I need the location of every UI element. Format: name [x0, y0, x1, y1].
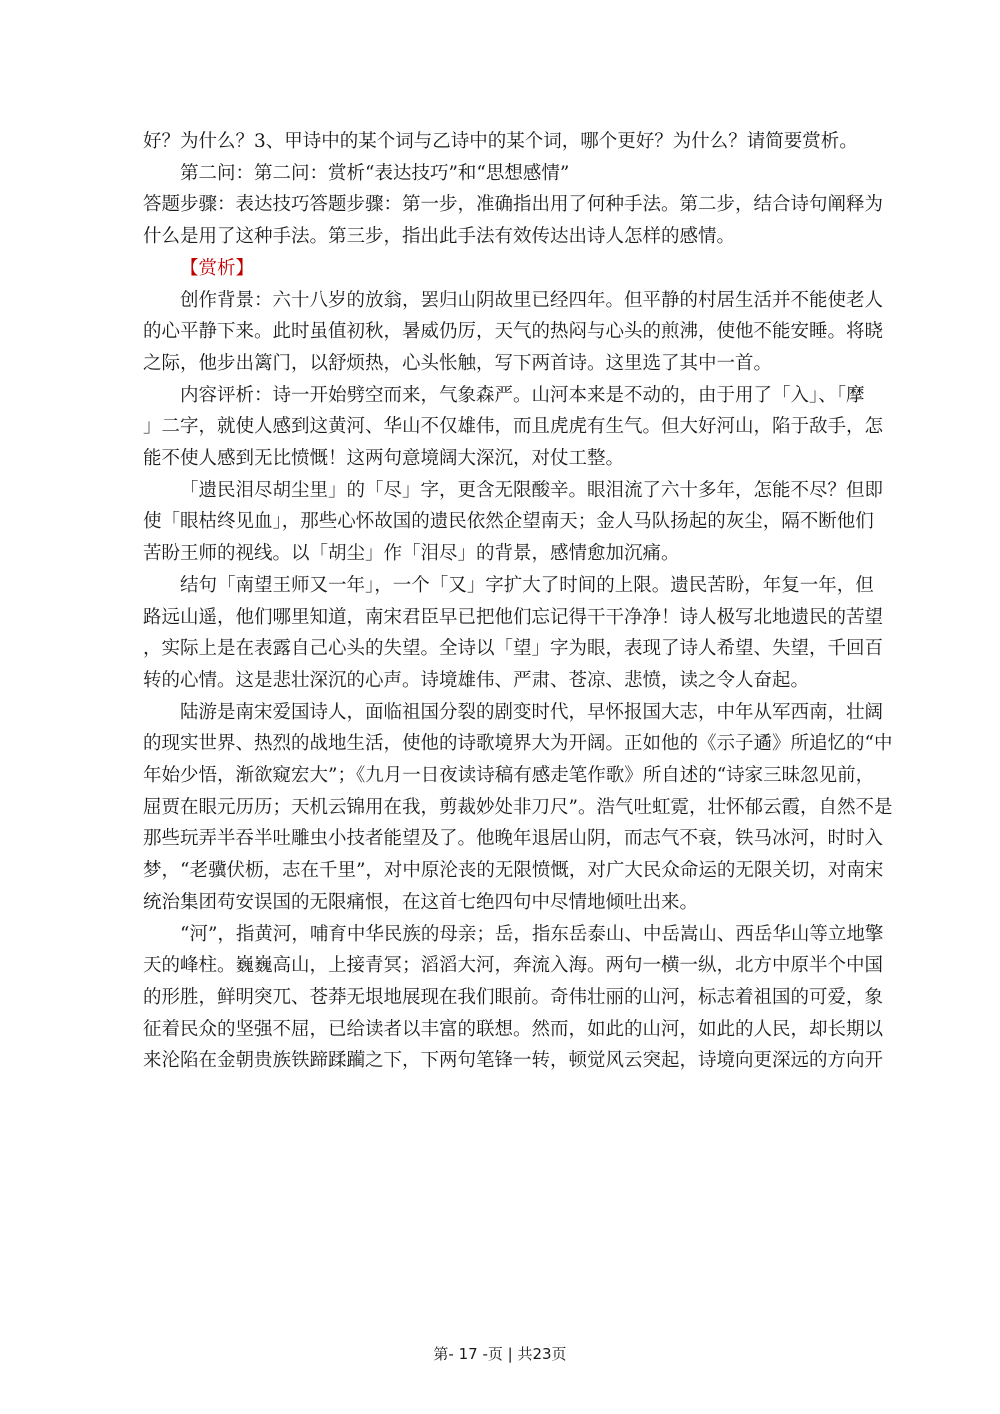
section-heading: 【赏析】 — [180, 257, 255, 279]
text-line: 转的心情。这是悲壮深沉的心声。诗境雄伟、严肃、苍凉、悲愤，读之令人奋起。 — [143, 669, 810, 691]
text-line: 的形胜，鲜明突兀、苍莽无垠地展现在我们眼前。奇伟壮丽的山河，标志着祖国的可爱，象 — [143, 986, 884, 1008]
text-line: 能不使人感到无比愤慨！这两句意境阔大深沉，对仗工整。 — [143, 448, 625, 470]
text-line: 陆游是南宋爱国诗人，面临祖国分裂的剧变时代，早怀报国大志，中年从军西南，壮阔 — [180, 701, 884, 723]
text-line: 创作背景：六十八岁的放翁，罢归山阴故里已经四年。但平静的村居生活并不能使老人 — [180, 289, 884, 311]
text-line: 路远山遥，他们哪里知道，南宋君臣早已把他们忘记得干干净净！诗人极写北地遗民的苦望 — [143, 606, 884, 628]
text-line: 使「眼枯终见血」，那些心怀故国的遗民依然企望南天；金人马队扬起的灰尘，隔不断他们 — [143, 511, 874, 533]
text-line: 之际，他步出篱门，以舒烦热，心头怅触，写下两首诗。这里选了其中一首。 — [143, 352, 773, 374]
text-line: 统治集团苟安误国的无限痛恨，在这首七绝四句中尽情地倾吐出来。 — [143, 891, 699, 913]
text-line: ，实际上是在表露自己心头的失望。全诗以「望」字为眼，表现了诗人希望、失望，千回百 — [143, 638, 884, 660]
text-line: 苦盼王师的视线。以「胡尘」作「泪尽」的背景，感情愈加沉痛。 — [143, 543, 680, 565]
text-line: 结句「南望王师又一年」，一个「又」字扩大了时间的上限。遗民苦盼，年复一年，但 — [180, 574, 874, 596]
text-line: 征着民众的坚强不屈，已给读者以丰富的联想。然而，如此的山河，如此的人民，却长期以 — [143, 1018, 884, 1040]
text-line: 「遗民泪尽胡尘里」的「尽」字，更含无限酸辛。眼泪流了六十多年，怎能不尽？但即 — [180, 479, 884, 501]
text-line: 屈贾在眼元历历；天机云锦用在我，剪裁妙处非刀尺”。浩气吐虹霓，壮怀郁云霞，自然不是 — [143, 796, 893, 818]
text-line: 的现实世界、热烈的战地生活，使他的诗歌境界大为开阔。正如他的《示子遹》所追忆的“中 — [143, 733, 893, 755]
text-line: 好？为什么？3、甲诗中的某个词与乙诗中的某个词，哪个更好？为什么？请简要赏析。 — [143, 131, 858, 152]
text-line: 那些玩弄半吞半吐雕虫小技者能望及了。他晚年退居山阴，而志气不衰，铁马冰河，时时入 — [143, 828, 884, 850]
text-line: 天的峰柱。巍巍高山，上接青冥；滔滔大河，奔流入海。两句一横一纵，北方中原半个中国 — [143, 955, 884, 977]
page-content — [143, 126, 893, 1077]
text-line: 梦，“老骥伏枥，志在千里”，对中原沦丧的无限愤慨，对广大民众命运的无限关切，对南宋 — [143, 860, 884, 882]
text-line: “河”，指黄河，哺育中华民族的母亲；岳，指东岳泰山、中岳嵩山、西岳华山等立地擎 — [180, 923, 884, 945]
text-line: 答题步骤：表达技巧答题步骤：第一步，准确指出用了何种手法。第二步，结合诗句阐释为 — [143, 194, 884, 216]
text-line: 第二问：第二问：赏析“表达技巧”和“思想感情” — [180, 162, 570, 184]
text-line: 的心平静下来。此时虽值初秋，暑威仍厉，天气的热闷与心头的煎沸，使他不能安睡。将晓 — [143, 321, 884, 343]
text-line: 年始少悟，渐欲窥宏大”；《九月一日夜读诗稿有感走笔作歌》所自述的“诗家三昧忽见前， — [143, 765, 875, 787]
text-line: 来沦陷在金朝贵族铁蹄蹂躏之下，下两句笔锋一转，顿觉风云突起，诗境向更深远的方向开 — [143, 1050, 884, 1072]
text-line: 什么是用了这种手法。第三步，指出此手法有效传达出诗人怎样的感情。 — [143, 226, 736, 248]
text-line: 」二字，就使人感到这黄河、华山不仅雄伟，而且虎虎有生气。但大好河山，陷于敌手，怎 — [143, 416, 884, 438]
page-footer: 第- 17 -页 | 共23页 — [433, 1345, 567, 1363]
text-line: 内容评析：诗一开始劈空而来，气象森严。山河本来是不动的，由于用了「入」、「摩 — [180, 384, 865, 406]
